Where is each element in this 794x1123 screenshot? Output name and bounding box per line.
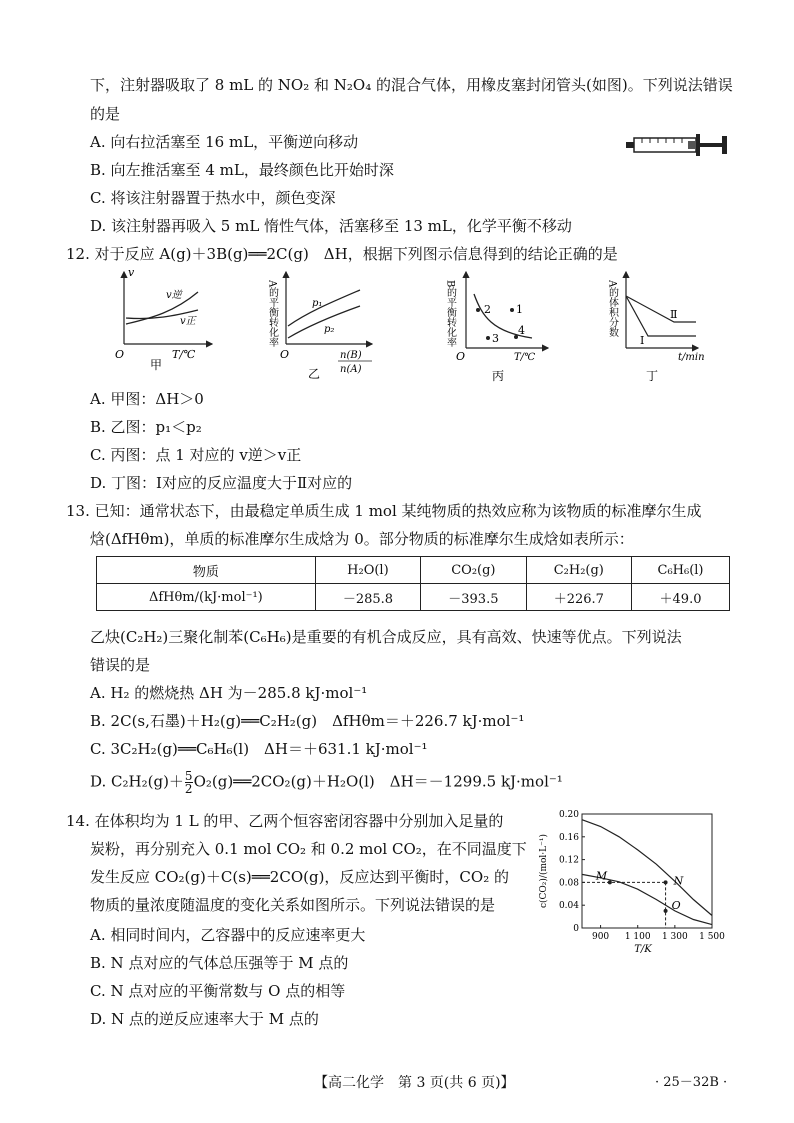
graph-bing-point-1: 1 (516, 303, 523, 316)
q13-option-b: B. 2C(s,石墨)＋H₂(g)══C₂H₂(g) ΔfHθm＝＋226.7 kJ·mol⁻¹ (90, 712, 525, 730)
q13-option-d (90, 770, 563, 795)
x-tick-label: 1 500 (699, 932, 725, 942)
y-tick-label: 0 (573, 924, 579, 934)
q14-option-c: C. N 点对应的平衡常数与 O 点的相等 (90, 982, 346, 1000)
x-axis-label: T/K (634, 944, 652, 955)
q13-stem-line-3: 乙炔(C₂H₂)三聚化制苯(C₆H₆)是重要的有机合成反应，具有高效、快速等优点。下列说法 (90, 628, 682, 646)
graph-ding-caption: 丁 (646, 369, 659, 383)
graph-jia-curve1: v逆 (166, 290, 182, 301)
footer-code: · 25－32B · (655, 1075, 728, 1090)
fraction-denominator: 2 (184, 782, 193, 796)
table-cell: ΔfHθm/(kJ·mol⁻¹) (97, 584, 316, 611)
graph-ding-curve2: Ⅱ (670, 308, 678, 321)
q13-stem-line-1: 13. 已知：通常状态下，由最稳定单质生成 1 mol 某纯物质的热效应称为该物质的标准摩尔生成 (66, 502, 702, 520)
q13-option-a: A. H₂ 的燃烧热 ΔH 为－285.8 kJ·mol⁻¹ (90, 684, 368, 702)
y-tick-label: 0.16 (558, 832, 579, 843)
q14-stem-line-3: 发生反应 CO₂(g)＋C(s)══2CO(g)，反应达到平衡时，CO₂ 的 (90, 868, 509, 886)
x-tick-label: 1 100 (624, 932, 651, 942)
fraction-numerator: 5 (184, 769, 193, 783)
syringe-icon (624, 132, 732, 160)
q13-stem-line-2: 焓(ΔfHθm)，单质的标准摩尔生成焓为 0。部分物质的标准摩尔生成焓如表所示： (90, 530, 634, 548)
graph-yi-xlabel-den: n(A) (340, 364, 362, 375)
q12-option-d: D. 丁图：Ⅰ对应的反应温度大于Ⅱ对应的 (90, 474, 353, 492)
point-label: N (673, 874, 684, 888)
y-tick-label: 0.12 (558, 855, 579, 866)
graph-bing (444, 266, 558, 384)
graph-jia-curve2: v正 (180, 316, 196, 327)
footer-page-info: 【高二化学 第 3 页(共 6 页)】 (314, 1075, 515, 1091)
graph-bing-origin: O (456, 350, 466, 363)
q12-option-a: A. 甲图：ΔH＞0 (90, 390, 204, 408)
table-row (97, 584, 730, 611)
table-header-cell: H₂O(l) (315, 557, 420, 584)
point-label: M (595, 869, 608, 883)
table-cell: －393.5 (421, 584, 526, 611)
graph-jia-ylabel: v (128, 266, 135, 279)
q12-option-c: C. 丙图：点 1 对应的 v逆＞v正 (90, 446, 302, 464)
q14-option-b: B. N 点对应的气体总压强等于 M 点的 (90, 954, 349, 972)
graph-bing-point-4: 4 (518, 324, 525, 337)
table-cell: －285.8 (315, 584, 420, 611)
table-header-cell: CO₂(g) (421, 557, 526, 584)
graph-yi-ylabel: A的平衡转化率 (266, 280, 278, 348)
x-tick-label: 900 (591, 932, 610, 942)
table-cell: ＋49.0 (632, 584, 730, 611)
y-tick-label: 0.08 (558, 878, 579, 889)
graph-ding (606, 266, 722, 384)
q11-option-d: D. 该注射器再吸入 5 mL 惰性气体，活塞移至 13 mL，化学平衡不移动 (90, 217, 572, 235)
q11-option-b: B. 向左推活塞至 4 mL，最终颜色比开始时深 (90, 161, 394, 179)
q14-option-d: D. N 点的逆反应速率大于 M 点的 (90, 1010, 319, 1028)
y-tick-label: 0.04 (558, 901, 579, 912)
q12-option-b: B. 乙图：p₁＜p₂ (90, 418, 202, 436)
q14-stem-line-4: 物质的量浓度随温度的变化关系如图所示。下列说法错误的是 (90, 896, 496, 914)
y-axis-label: c(CO₂)/(mol·L⁻¹) (539, 833, 549, 909)
graph-bing-xlabel: T/℃ (514, 352, 536, 363)
y-tick-label: 0.20 (558, 810, 579, 820)
graph-yi-origin: O (280, 348, 290, 361)
graph-jia-caption: 甲 (150, 358, 163, 372)
q13-option-d-post: O₂(g)══2CO₂(g)＋H₂O(l) ΔH＝－1299.5 kJ·mol⁻¹ (193, 772, 563, 791)
data-point-O (664, 909, 668, 913)
graph-yi-curve2: p₂ (324, 324, 335, 335)
graph-ding-ylabel: A的体积分数 (606, 280, 618, 338)
q11-continuation-line-1: 下，注射器吸取了 8 mL 的 NO₂ 和 N₂O₄ 的混合气体，用橡皮塞封闭管头(如图)。下列说法错误 (90, 76, 733, 94)
graph-yi (268, 266, 378, 380)
data-point-M (608, 880, 612, 884)
graph-jia-origin: O (115, 348, 125, 361)
q14-stem-line-1: 14. 在体积均为 1 L 的甲、乙两个恒容密闭容器中分别加入足量的 (66, 812, 504, 830)
graph-bing-point-2: 2 (484, 303, 491, 316)
table-header-cell: C₆H₆(l) (632, 557, 730, 584)
series-line-0 (582, 820, 712, 916)
table-cell: ＋226.7 (526, 584, 631, 611)
data-point-N (664, 880, 668, 884)
graph-bing-point-3: 3 (492, 332, 499, 345)
graph-yi-curve1: p₁ (312, 298, 323, 309)
table-header-cell: C₂H₂(g) (526, 557, 631, 584)
graph-bing-ylabel: B的平衡转化率 (444, 280, 456, 348)
graph-ding-xlabel: t/min (678, 352, 705, 363)
q11-option-a: A. 向右拉活塞至 16 mL，平衡逆向移动 (90, 133, 359, 151)
q12-stem: 12. 对于反应 A(g)＋3B(g)══2C(g) ΔH，根据下列图示信息得到的结论正确的是 (66, 245, 618, 263)
q14-option-a: A. 相同时间内，乙容器中的反应速率更大 (90, 926, 366, 944)
q13-stem-line-4: 错误的是 (90, 656, 151, 674)
graph-yi-xlabel-num: n(B) (340, 350, 362, 361)
q11-continuation-line-2: 的是 (90, 105, 121, 123)
q13-option-c: C. 3C₂H₂(g)══C₆H₆(l) ΔH＝＋631.1 kJ·mol⁻¹ (90, 740, 428, 758)
graph-ding-curve1: Ⅰ (640, 334, 645, 347)
q13-table (96, 556, 730, 611)
fraction-five-halves (185, 770, 193, 795)
table-header-row (97, 557, 730, 584)
point-label: O (671, 898, 681, 912)
x-tick-label: 1 300 (661, 932, 688, 942)
graph-bing-caption: 丙 (492, 369, 505, 383)
graph-yi-caption: 乙 (308, 367, 321, 381)
q14-chart (534, 804, 734, 956)
graph-jia-xlabel: T/℃ (172, 348, 196, 361)
q14-stem-line-2: 炭粉，再分别充入 0.1 mol CO₂ 和 0.2 mol CO₂，在不同温度下 (90, 840, 527, 858)
q13-option-d-pre: D. C₂H₂(g)＋ (90, 772, 184, 791)
table-header-cell: 物质 (97, 557, 316, 584)
q11-option-c: C. 将该注射器置于热水中，颜色变深 (90, 189, 336, 207)
graph-jia (112, 266, 222, 370)
